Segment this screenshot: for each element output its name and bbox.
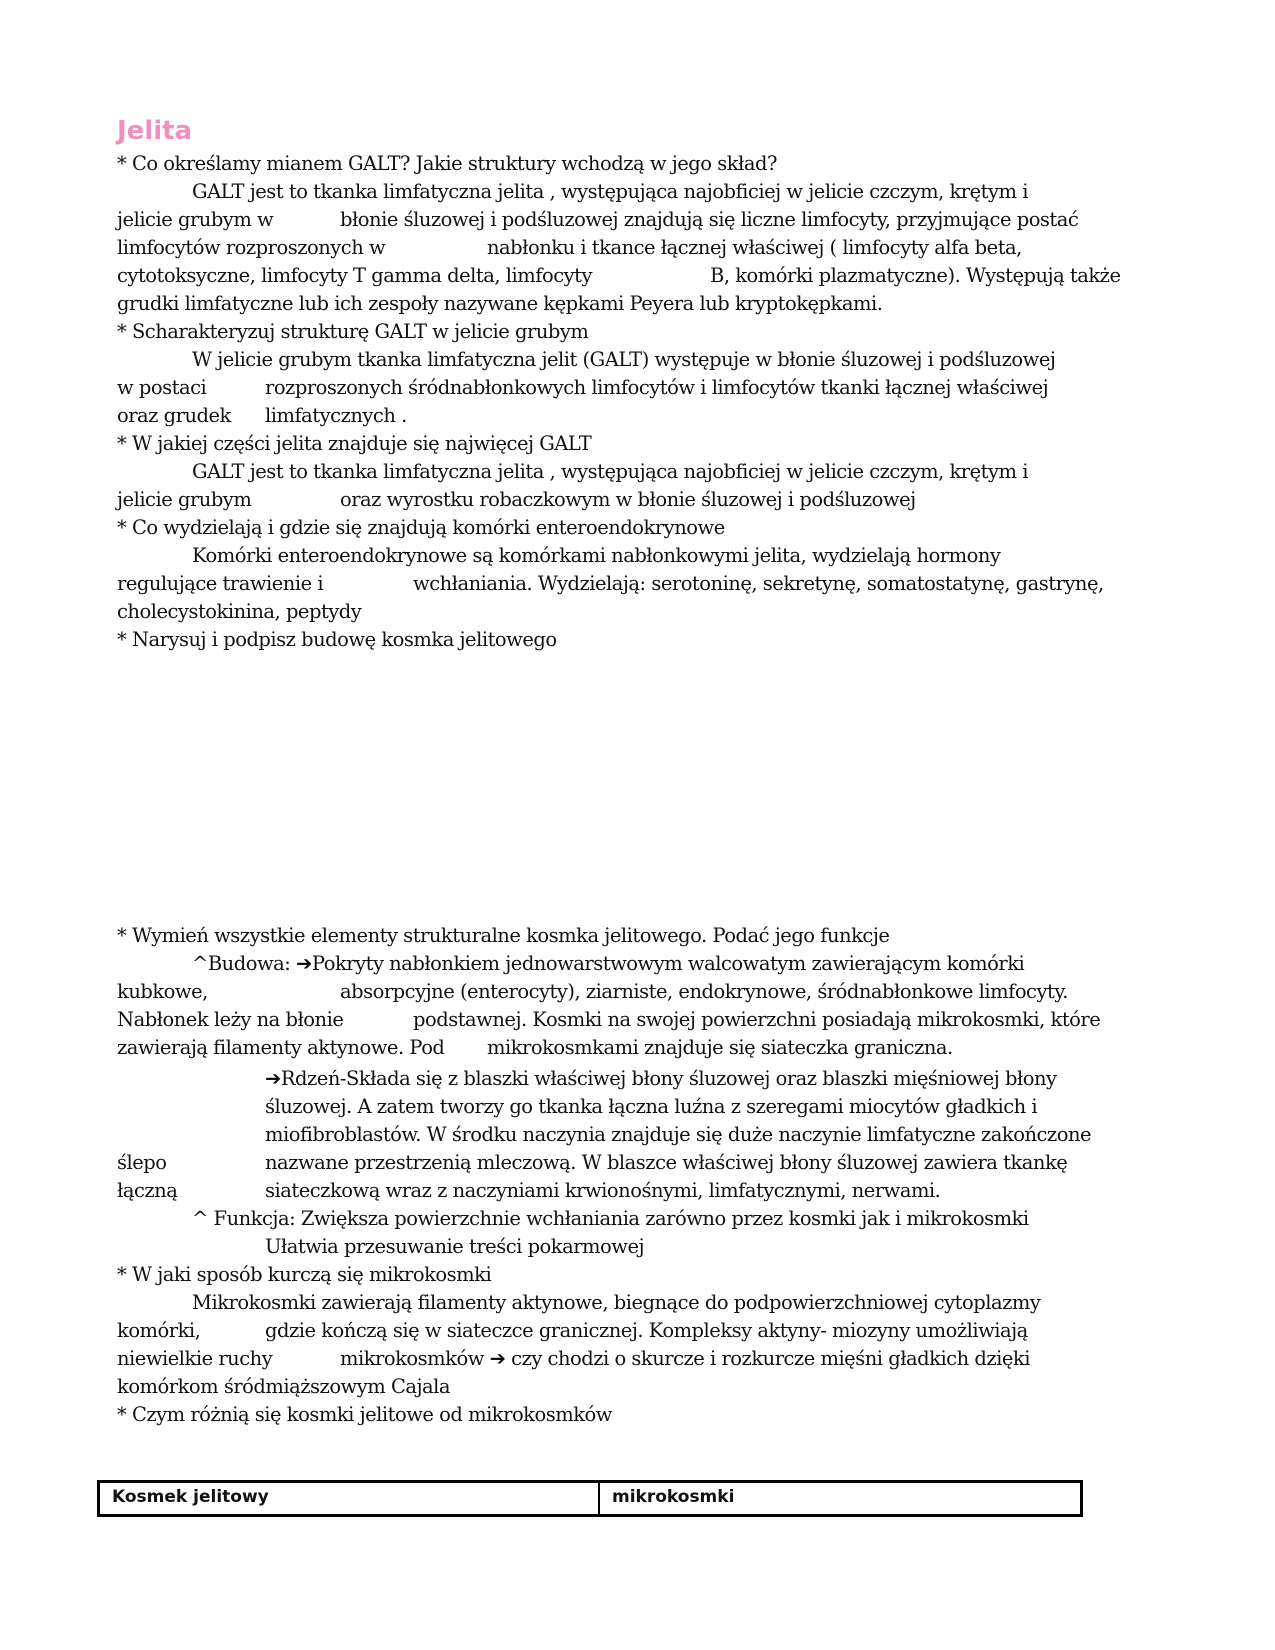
structure-line: podstawnej. Kosmki na swojej powierzchni posiadają mikrokosmki, które [413,1008,1101,1031]
answer-line: GALT jest to tkanka limfatyczna jelita , występująca najobficiej w jelicie czczym, krętym i [192,180,1028,203]
answer-line: grudki limfatyczne lub ich zespoły nazywane kępkami Peyera lub kryptokępkami. [117,292,883,315]
answer-line: B, komórki plazmatyczne). Występują także [710,264,1121,287]
question-draw-villus: * Narysuj i podpisz budowę kosmka jelitowego [117,628,557,651]
answer-line: rozproszonych śródnabłonkowych limfocytów i limfocytów tkanki łącznej właściwej [265,376,1049,399]
answer-line: GALT jest to tkanka limfatyczna jelita , występująca najobficiej w jelicie czczym, krętym i [192,460,1028,483]
table-header-villus: Kosmek jelitowy [112,1487,269,1507]
question-enteroendocrine: * Co wydzielają i gdzie się znajdują komórki enteroendokrynowe [117,516,725,539]
question-galt-location: * W jakiej części jelita znajduje się najwięcej GALT [117,432,592,455]
question-galt: * Co określamy mianem GALT? Jakie struktury wchodzą w jego skład? [117,152,777,175]
answer-line [340,1345,1030,1373]
answer-line: cytotoksyczne, limfocyty T gamma delta, limfocyty [117,264,592,287]
function-line: Ułatwia przesuwanie treści pokarmowej [265,1235,645,1258]
core-line: śluzowej. A zatem tworzy go tkanka łączna luźna z szeregami miocytów gładkich i [265,1095,1038,1118]
question-microvilli-contraction: * W jaki sposób kurczą się mikrokosmki [117,1263,492,1286]
answer-line: regulujące trawienie i [117,572,324,595]
question-villus-elements: * Wymień wszystkie elementy strukturalne kosmka jelitowego. Podać jego funkcje [117,924,890,947]
answer-line: błonie śluzowej i podśluzowej znajdują się liczne limfocyty, przyjmujące postać [340,208,1079,231]
structure-label: ^Budowa: [192,952,297,975]
answer-line: W jelicie grubym tkanka limfatyczna jelit (GALT) występuje w błonie śluzowej i podśluzowej [192,348,1056,371]
answer-line: limfocytów rozproszonych w [117,236,386,259]
answer-line: limfatycznych . [265,404,407,427]
core-line: miofibroblastów. W środku naczynia znajduje się duże naczynie limfatyczne zakończone [265,1123,1092,1146]
core-line: siateczkową wraz z naczyniami krwionośnymi, limfatycznymi, nerwami. [265,1179,941,1202]
arrow-right-icon: ➔ [296,952,312,975]
arrow-right-icon: ➔ [489,1347,506,1370]
arrow-right-icon: ➔ [265,1067,281,1090]
answer-line: jelicie grubym [117,488,252,511]
structure-text: Pokryty nabłonkiem jednowarstwowym walcowatym zawierającym komórki [311,952,1025,975]
question-galt-colon: * Scharakteryzuj strukturę GALT w jelicie grubym [117,320,589,343]
answer-text: mikrokosmków [340,1347,490,1370]
answer-line: Mikrokosmki zawierają filamenty aktynowe, biegnące do podpowierzchniowej cytoplazmy [192,1291,1041,1314]
structure-line: absorpcyjne (enterocyty), ziarniste, endokrynowe, śródnabłonkowe limfocyty. [340,980,1068,1003]
comparison-table [97,1480,1083,1517]
answer-line: komórkom śródmiąższowym Cajala [117,1375,451,1398]
table-header-microvilli: mikrokosmki [599,1482,1082,1516]
function-line: ^ Funkcja: Zwiększa powierzchnie wchłaniania zarówno przez kosmki jak i mikrokosmki [192,1207,1029,1230]
core-line: nazwane przestrzenią mleczową. W blaszce właściwej błony śluzowej zawiera tkankę [265,1151,1068,1174]
structure-line: zawierają filamenty aktynowe. Pod [117,1036,445,1059]
structure-line [192,950,1024,978]
core-line: ślepo [117,1151,167,1174]
answer-line: oraz wyrostku robaczkowym w błonie śluzowej i podśluzowej [340,488,916,511]
answer-line: komórki, [117,1319,201,1342]
answer-line: nabłonku i tkance łącznej właściwej ( limfocyty alfa beta, [487,236,1022,259]
structure-line: mikrokosmkami znajduje się siateczka graniczna. [487,1036,953,1059]
page-title: Jelita [117,116,193,146]
core-line [265,1065,1057,1093]
table-header-row [99,1482,1082,1516]
core-line: łączną [117,1179,178,1202]
answer-text: czy chodzi o skurcze i rozkurcze mięśni gładkich dzięki [505,1347,1030,1370]
core-text: Rdzeń-Składa się z blaszki właściwej błony śluzowej oraz blaszki mięśniowej błony [280,1067,1057,1090]
answer-line: oraz grudek [117,404,231,427]
answer-line: gdzie kończą się w siateczce granicznej. Kompleksy aktyny- miozyny umożliwiają [265,1319,1028,1342]
answer-line: w postaci [117,376,207,399]
answer-line: jelicie grubym w [117,208,274,231]
answer-line: wchłaniania. Wydzielają: serotoninę, sekretynę, somatostatynę, gastrynę, [413,572,1104,595]
structure-line: Nabłonek leży na błonie [117,1008,344,1031]
answer-line: cholecystokinina, peptydy [117,600,362,623]
answer-line: niewielkie ruchy [117,1347,273,1370]
question-villi-vs-microvilli: * Czym różnią się kosmki jelitowe od mikrokosmków [117,1403,612,1426]
answer-line: Komórki enteroendokrynowe są komórkami nabłonkowymi jelita, wydzielają hormony [192,544,1001,567]
structure-line: kubkowe, [117,980,208,1003]
